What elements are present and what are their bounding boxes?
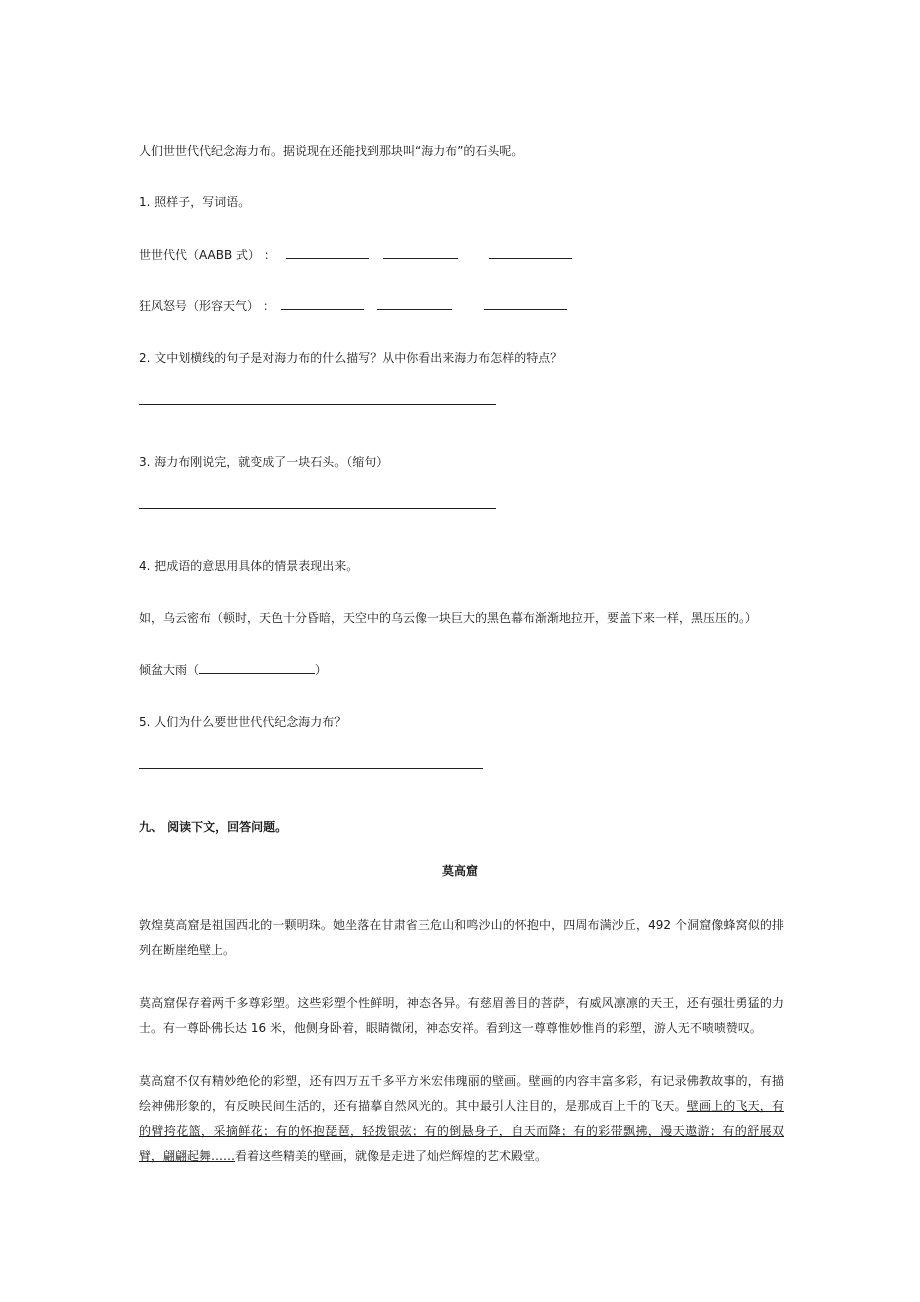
- q5-prompt: 5. 人们为什么要世世代代纪念海力布？: [139, 715, 347, 729]
- q1-row1-blank-2[interactable]: [383, 246, 458, 259]
- q4-item: [139, 661, 327, 679]
- q1-row2-blank-3[interactable]: [484, 297, 567, 310]
- intro-line: 人们世世代代纪念海力布。据说现在还能找到那块叫“海力布”的石头呢。: [139, 144, 524, 158]
- q1-prompt: 1. 照样子，写词语。: [139, 195, 251, 209]
- passage-paragraph-1: 敦煌莫高窟是祖国西北的一颗明珠。她坐落在甘肃省三危山和鸣沙山的怀抱中，四周布满沙丘，492 个洞窟像蜂窝似的排列在断崖绝壁上。: [139, 918, 784, 957]
- q3-answer-line[interactable]: [139, 508, 496, 509]
- passage-p3-plain: 莫高窟不仅有精妙绝伦的彩塑，还有四万五千多平方米宏伟瑰丽的壁画。壁画的内容丰富多彩，有记录佛教故事的，有描绘神佛形象的，有反映民间生活的，还有描摹自然风光的。其中最引人注目的，是那成百上千的飞天。: [139, 1074, 784, 1113]
- q1-row2-blank-1[interactable]: [281, 297, 364, 310]
- passage-title: 莫高窟: [441, 864, 478, 878]
- q2-answer-line[interactable]: [139, 404, 496, 405]
- q2-prompt: 2. 文中划横线的句子是对海力布的什么描写？从中你看出来海力布怎样的特点？: [139, 351, 563, 365]
- q4-example: 如，乌云密布（顿时，天色十分昏暗，天空中的乌云像一块巨大的黑色幕布渐渐地拉开，要盖下来一样，黑压压的。）: [139, 611, 758, 625]
- q3-prompt: 3. 海力布刚说完，就变成了一块石头。（缩句）: [139, 455, 389, 469]
- q1-row1-blank-3[interactable]: [489, 246, 572, 259]
- q1-row2: [139, 297, 567, 315]
- q1-row2-label: 狂风怒号（形容天气） ：: [139, 299, 275, 313]
- passage-paragraph-2: 莫高窟保存着两千多尊彩塑。这些彩塑个性鲜明，神态各异。有慈眉善目的菩萨，有威风凛凛的天王，还有强壮勇猛的力士。有一尊卧佛长达 16 米，他侧身卧着，眼睛微闭，神态安祥。看到这一尊尊惟妙惟肖的彩塑，游人无不啧啧赞叹。: [139, 996, 784, 1035]
- q4-prompt: 4. 把成语的意思用具体的情景表现出来。: [139, 559, 359, 573]
- passage-p3-tail: 看着这些精美的壁画，就像是走进了灿烂辉煌的艺术殿堂。: [235, 1149, 548, 1163]
- section9-heading: 九、 阅读下文，回答问题。: [139, 820, 288, 834]
- q1-row1-blank-1[interactable]: [286, 246, 369, 259]
- q1-row1-label: 世世代代（AABB 式） ：: [139, 248, 276, 262]
- q4-item-label: 倾盆大雨（: [139, 663, 200, 677]
- q5-answer-line[interactable]: [139, 768, 483, 769]
- q1-row1: [139, 246, 572, 264]
- q4-item-blank[interactable]: [199, 661, 315, 674]
- passage-paragraph-3: [139, 1069, 784, 1169]
- q1-row2-blank-2[interactable]: [377, 297, 452, 310]
- passage-p3-underlined: 壁画上的飞天，有的臂挎花篮，采摘鲜花；有的怀抱琵琶，轻拨银弦；有的倒悬身子，自天而降；有的彩带飘拂，漫天遨游；有的舒展双臂，翩翩起舞……: [139, 1099, 784, 1163]
- q4-item-close: ）: [315, 663, 328, 677]
